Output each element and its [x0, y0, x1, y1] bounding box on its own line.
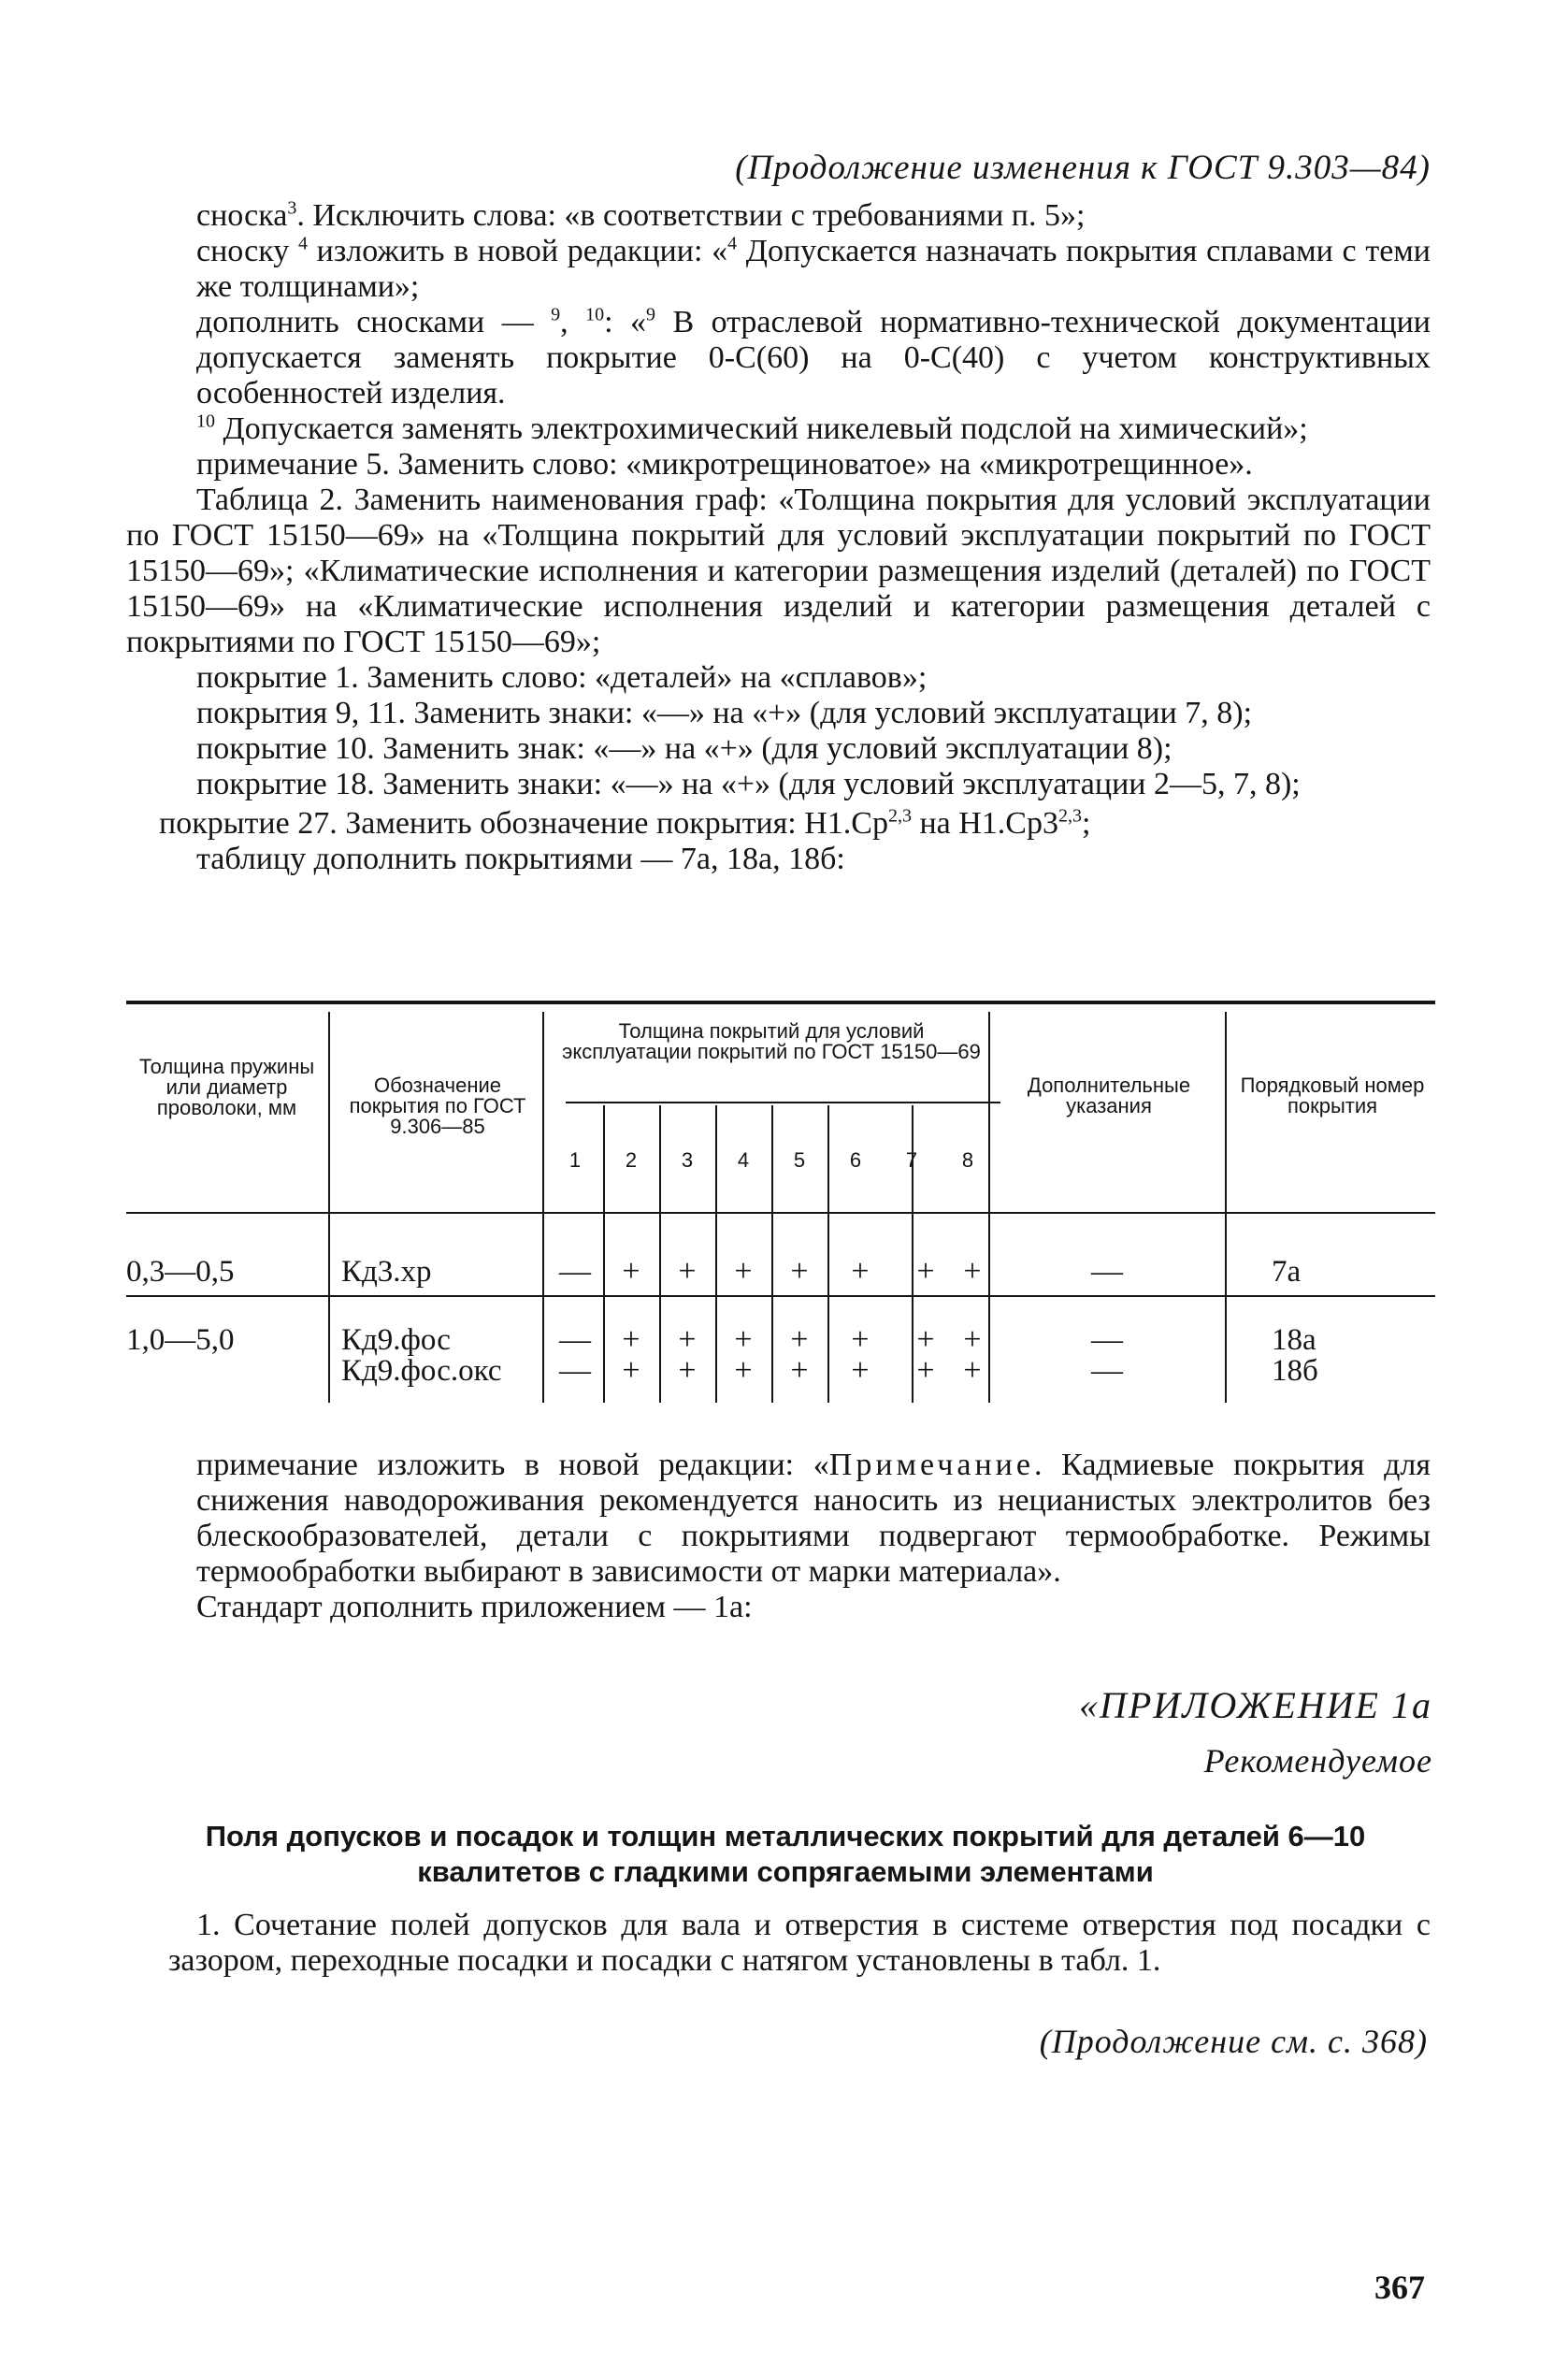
table-sign: +	[622, 1322, 640, 1357]
footnote-ref: 3	[287, 197, 297, 219]
footnote-ref: 9	[551, 304, 561, 325]
table-cell-additional: —	[1091, 1322, 1123, 1357]
appendix-heading	[140, 1819, 1431, 1890]
text-fragment: сноску	[196, 234, 298, 268]
table-sign: +	[678, 1353, 697, 1388]
table-sign: —	[559, 1254, 591, 1289]
text-fragment: ;	[1081, 806, 1091, 841]
table-sign: —	[559, 1353, 591, 1388]
table-sign: +	[963, 1322, 982, 1357]
table-cell-thickness: 1,0—5,0	[126, 1323, 235, 1357]
table-sign: +	[790, 1254, 809, 1289]
table-cell-order: 18б	[1272, 1354, 1318, 1388]
condition-col-4: 4	[737, 1148, 750, 1172]
table-sign: +	[678, 1322, 697, 1357]
heading-line: Поля допусков и посадок и толщин металлических покрытий для деталей 6—10	[205, 1820, 1366, 1852]
table-sign: +	[963, 1254, 982, 1289]
table-sign: +	[734, 1322, 753, 1357]
footnote-ref: 10	[196, 411, 215, 432]
table-sign: +	[963, 1353, 982, 1388]
header-additional: Дополнительные указания	[1027, 1074, 1191, 1117]
amendment-table2: Таблица 2. Заменить наименования граф: «Толщина покрытия для условий эксплуатации по ГОСТ 15150—69» на «Толщина покрытий для условий эксплуатации покрытий по ГОСТ 15150—69»; «Климатические исполнения и категории размещения изделий (деталей) по ГОСТ 15150—69» на «Климатические исполнения изделий и категории размещения деталей с покрытиями по ГОСТ 15150—69»;	[126, 483, 1431, 659]
amendment-text	[126, 197, 1431, 877]
condition-col-3: 3	[681, 1148, 694, 1172]
table-cell-order: 18а	[1272, 1323, 1316, 1357]
col-rule	[328, 1012, 330, 1403]
amendment-coating10: покрытие 10. Заменить знак: «—» на «+» (для условий эксплуатации 8);	[196, 731, 1172, 766]
text-fragment: сноска	[196, 198, 288, 233]
condition-col-1: 1	[568, 1148, 582, 1172]
table-sign: +	[790, 1353, 809, 1388]
header-conditions: Толщина покрытий для условий эксплуатации покрытий по ГОСТ 15150—69	[562, 1019, 981, 1063]
appendix-paragraph	[168, 1908, 1431, 1979]
footnote-ref: 9	[646, 304, 655, 325]
amendment-coating1: покрытие 1. Заменить слово: «деталей» на «сплавов»;	[196, 660, 928, 695]
table-sign: +	[916, 1322, 935, 1357]
table-cell-additional: —	[1091, 1254, 1123, 1289]
footnote-ref: 4	[297, 233, 308, 254]
table-sign: +	[622, 1353, 640, 1388]
condition-col-7: 7	[905, 1148, 918, 1172]
appendix-subtitle: Рекомендуемое	[1203, 1742, 1432, 1780]
footnote-ref: 10	[585, 304, 605, 325]
appendix-reference: Стандарт дополнить приложением — 1а:	[196, 1590, 753, 1624]
col-rule	[1225, 1012, 1227, 1403]
condition-col-2: 2	[625, 1148, 638, 1172]
text-fragment: дополнить сносками —	[196, 305, 552, 339]
table-header-rule	[126, 1212, 1435, 1214]
text-fragment: Допускается заменять электрохимический никелевый подслой на химический»;	[215, 411, 1308, 446]
text-fragment: Допускается назначать покрытия сплавами с теми же толщинами»;	[196, 234, 1431, 304]
text-fragment: . Кадмиевые покрытия для снижения наводороживания рекомендуется наносить из нецианистых электролитов без блескообразователей, детали с покрытиями подвергают термообработке. Режимы термообработки выбирают в зависимости от марки материала».	[196, 1448, 1431, 1589]
appendix-title: «ПРИЛОЖЕНИЕ 1а	[1079, 1684, 1432, 1726]
continuation-note: (Продолжение см. с. 368)	[1039, 2023, 1428, 2060]
note-text	[196, 1448, 1431, 1625]
table-sign: —	[559, 1322, 591, 1357]
table-sign: +	[734, 1353, 753, 1388]
amendment-coating18: покрытие 18. Заменить знаки: «—» на «+» (для условий эксплуатации 2—5, 7, 8);	[196, 767, 1301, 801]
table-cell-designation: Кд9.фос	[341, 1323, 451, 1357]
header-designation: Обозначение покрытия по ГОСТ 9.306—85	[349, 1074, 526, 1138]
table-sign: +	[851, 1322, 870, 1357]
text-fragment: покрытие 27. Заменить обозначение покрытия: Н1.Ср	[159, 806, 888, 841]
header-order: Порядковый номер покрытия	[1240, 1074, 1425, 1117]
superscript: 2,3	[887, 805, 912, 827]
table-subheader-rule	[566, 1102, 1000, 1103]
col-rule	[542, 1012, 544, 1403]
table-sign: +	[916, 1254, 935, 1289]
table-cell-thickness: 0,3—0,5	[126, 1255, 235, 1289]
note-spaced-word: Примечание	[828, 1448, 1034, 1482]
table-top-rule	[126, 1001, 1435, 1004]
table-sign: +	[851, 1254, 870, 1289]
table-cell-designation: Кд3.хр	[341, 1255, 432, 1289]
table-sign: +	[790, 1322, 809, 1357]
footnote-ref: 4	[727, 233, 738, 254]
header-thickness: Толщина пружины или диаметр проволоки, мм	[138, 1055, 315, 1119]
condition-col-6: 6	[849, 1148, 862, 1172]
table-sign: +	[622, 1254, 640, 1289]
table-sign: +	[851, 1353, 870, 1388]
page-number: 367	[1374, 2269, 1425, 2306]
amendment-table-add: таблицу дополнить покрытиями — 7а, 18а, 18б:	[196, 842, 845, 876]
heading-line: квалитетов с гладкими сопрягаемыми элементами	[417, 1855, 1154, 1888]
text-fragment: ,	[560, 305, 586, 339]
table-cell-order: 7а	[1272, 1255, 1302, 1289]
paragraph-text: 1. Сочетание полей допусков для вала и отверстия в системе отверстия под посадки с зазором, переходные посадки и посадки с натягом установлены в табл. 1.	[168, 1908, 1431, 1978]
text-fragment: . Исключить слова: «в соответствии с требованиями п. 5»;	[296, 198, 1086, 233]
condition-col-5: 5	[793, 1148, 806, 1172]
text-fragment: на Н1.Ср3	[911, 806, 1058, 841]
row-rule	[126, 1295, 1435, 1297]
table-sign: +	[678, 1254, 697, 1289]
superscript: 2,3	[1057, 805, 1082, 827]
running-head: (Продолжение изменения к ГОСТ 9.303—84)	[735, 149, 1431, 187]
amendment-note5: примечание 5. Заменить слово: «микротрещиноватое» на «микротрещинное».	[196, 447, 1253, 482]
condition-col-8: 8	[961, 1148, 974, 1172]
text-fragment: : «	[604, 305, 646, 339]
table-cell-additional: —	[1091, 1353, 1123, 1388]
table-cell-designation: Кд9.фос.окс	[341, 1354, 502, 1388]
text-fragment: примечание изложить в новой редакции: «	[196, 1448, 829, 1482]
text-fragment: изложить в новой редакции: «	[307, 234, 728, 268]
table-sign: +	[916, 1353, 935, 1388]
text-fragment: В отраслевой нормативно-технической документации допускается заменять покрытие 0-С(60) на 0-С(40) с учетом конструктивных особенностей изделия.	[196, 305, 1431, 411]
amendment-coating9-11: покрытия 9, 11. Заменить знаки: «—» на «+» (для условий эксплуатации 7, 8);	[196, 696, 1253, 730]
coatings-table	[126, 1001, 1435, 1412]
table-sign: +	[734, 1254, 753, 1289]
